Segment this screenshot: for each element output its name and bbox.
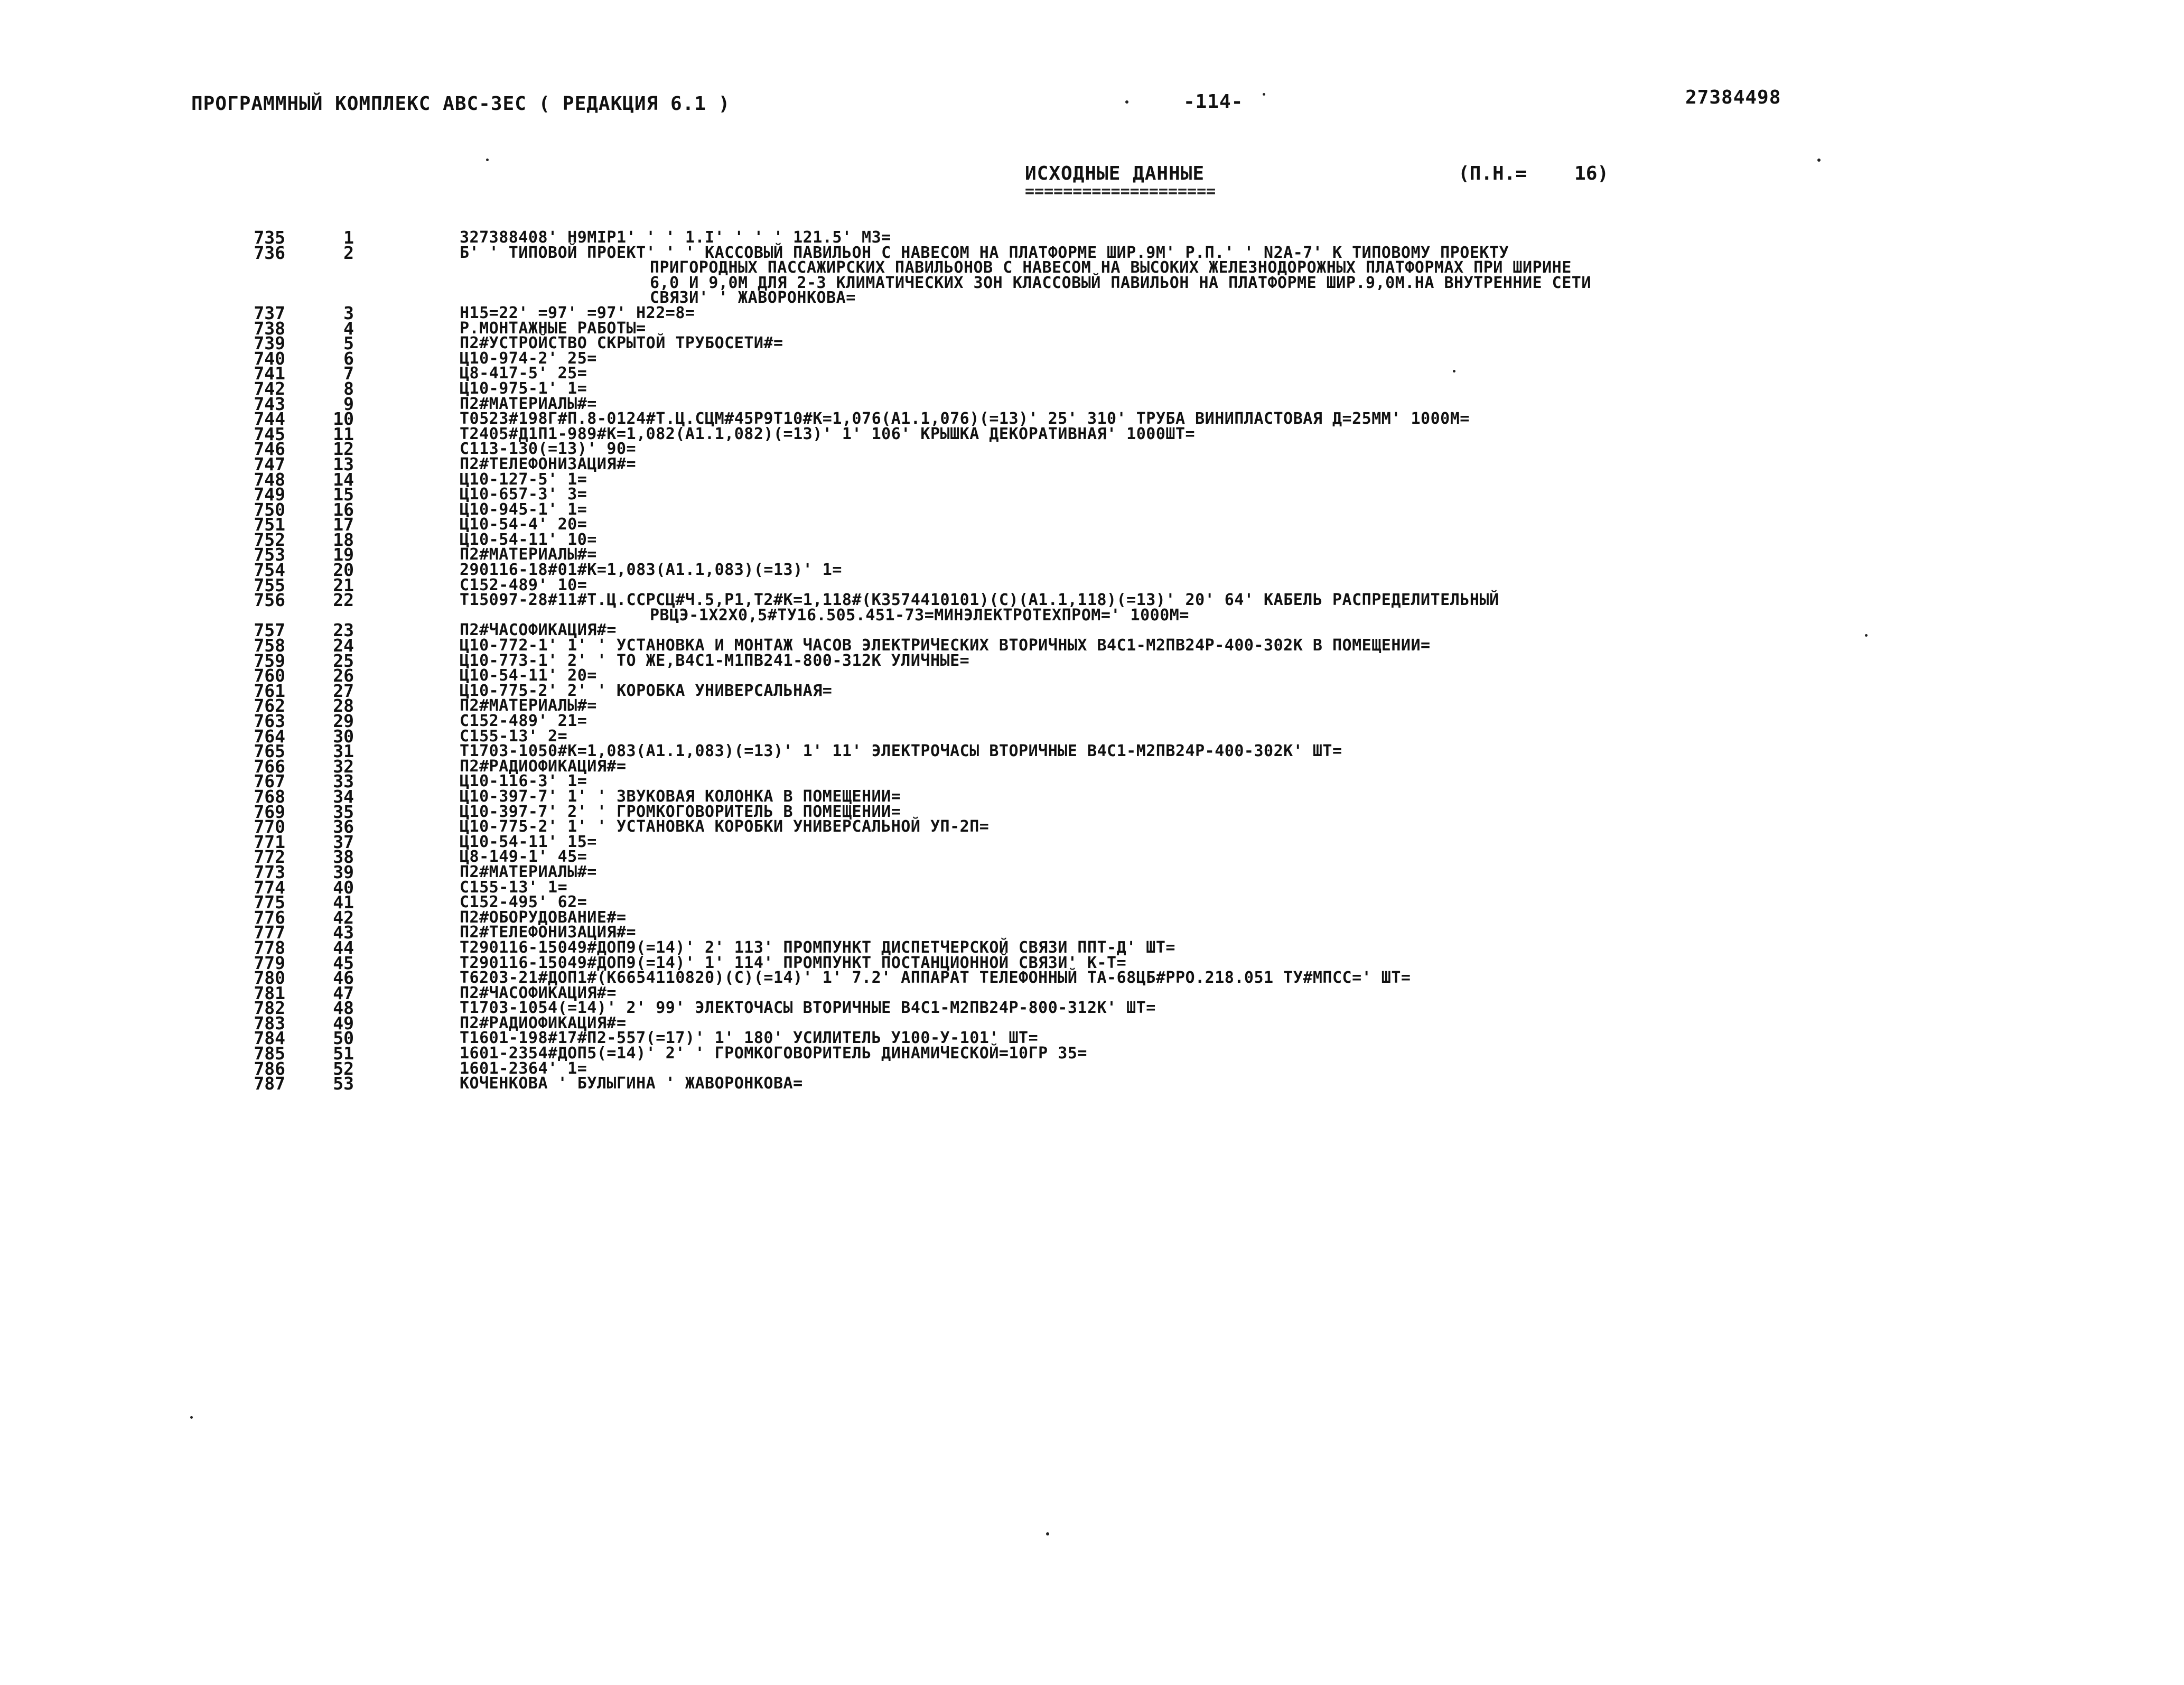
row-text: П2#ОБОРУДОВАНИЕ#= — [460, 908, 627, 927]
row-text: П2#УСТРОЙСТВО СКРЫТОЙ ТРУБОСЕТИ#= — [460, 334, 783, 353]
scan-speck — [486, 159, 489, 161]
row-sequence-number: 21 — [333, 574, 354, 595]
row-line-number: 780 — [254, 967, 285, 989]
row-sequence-number: 4 — [343, 318, 354, 339]
scan-speck — [1453, 370, 1455, 373]
row-line-number: 782 — [254, 998, 285, 1019]
row-line-number: 756 — [254, 590, 285, 611]
row-text: Ц10-775-2' 2' ' КОРОБКА УНИВЕРСАЛЬНАЯ= — [460, 681, 833, 700]
row-line-number: 766 — [254, 756, 285, 777]
row-text: П2#ТЕЛЕФОНИЗАЦИЯ#= — [460, 454, 637, 473]
row-line-number: 778 — [254, 937, 285, 958]
row-text: 290116-18#01#К=1,083(А1.1,083)(=13)' 1= — [460, 561, 842, 580]
row-text: П2#ЧАСОФИКАЦИЯ#= — [460, 621, 617, 640]
row-continuation: 6,0 И 9,0М ДЛЯ 2-3 КЛИМАТИЧЕСКИХ ЗОН КЛАССОВЫЙ ПАВИЛЬОН НА ПЛАТФОРМЕ ШИР.9,0М.НА ВНУТРЕННИЕ СЕТИ — [650, 273, 1591, 292]
row-text: Т6203-21#ДОП1#(К6654110820)(С)(=14)' 1' 7.2' АППАРАТ ТЕЛЕФОННЫЙ ТА-68ЦБ#РРО.218.051 ТУ#МПСС=' ШТ= — [460, 969, 1411, 988]
row-sequence-number: 48 — [333, 998, 354, 1019]
row-sequence-number: 52 — [333, 1058, 354, 1079]
row-text: Б' ' ТИПОВОЙ ПРОЕКТ' ' ' КАССОВЫЙ ПАВИЛЬОН С НАВЕСОМ НА ПЛАТФОРМЕ ШИР.9М' Р.П.' ' N2А-7' К ТИПОВОМУ ПРОЕКТУ — [460, 243, 1509, 262]
row-sequence-number: 14 — [333, 469, 354, 490]
row-continuation: СВЯЗИ' ' ЖАВОРОНКОВА= — [650, 288, 856, 308]
row-text: Т2405#Д1П1-989#К=1,082(А1.1,082)(=13)' 1' 106' КРЫШКА ДЕКОРАТИВНАЯ' 1000ШТ= — [460, 424, 1196, 443]
row-sequence-number: 8 — [343, 378, 354, 399]
row-text: П2#МАТЕРИАЛЫ#= — [460, 394, 597, 413]
row-line-number: 779 — [254, 952, 285, 973]
row-text: Т15097-28#11#Т.Ц.ССРСЦ#Ч.5,Р1,Т2#К=1,118#(К3574410101)(С)(А1.1,118)(=13)' 20' 64' КАБЕЛЬ РАСПРЕДЕЛИТЕЛЬНЫЙ — [460, 591, 1499, 610]
row-text: Ц10-54-4' 20= — [460, 515, 587, 534]
row-text: Т1601-198#17#П2-557(=17)' 1' 180' УСИЛИТЕЛЬ У100-У-101' ШТ= — [460, 1029, 1039, 1048]
row-text: Ц10-127-5' 1= — [460, 470, 587, 489]
row-text: Т290116-15049#ДОП9(=14)' 2' 113' ПРОМПУНКТ ДИСПЕТЧЕРСКОЙ СВЯЗИ ППТ-Д' ШТ= — [460, 938, 1175, 957]
pn-label: (П.Н.= — [1458, 163, 1527, 184]
row-continuation: РВЦЭ-1Х2Х0,5#ТУ16.505.451-73=МИНЭЛЕКТРОТЕХПРОМ=' 1000М= — [650, 606, 1189, 625]
row-line-number: 753 — [254, 544, 285, 565]
row-text: Т0523#198Г#П.8-0124#Т.Ц.СЦМ#45Р9Т10#К=1,076(А1.1,076)(=13)' 25' 310' ТРУБА ВИНИПЛАСТОВАЯ Д=25ММ' 1000М= — [460, 409, 1470, 429]
row-sequence-number: 19 — [333, 544, 354, 565]
section-title-block — [1025, 163, 1216, 201]
row-sequence-number: 12 — [333, 439, 354, 460]
page-number: -114- — [1183, 91, 1244, 113]
row-text: С113-130(=13)' 90= — [460, 440, 637, 459]
row-text: П2#РАДИОФИКАЦИЯ#= — [460, 757, 627, 776]
section-title-underline: ==================== — [1025, 182, 1216, 201]
row-sequence-number: 18 — [333, 529, 354, 550]
row-line-number: 767 — [254, 771, 285, 792]
row-text: КОЧЕНКОВА ' БУЛЫГИНА ' ЖАВОРОНКОВА= — [460, 1074, 803, 1093]
row-text: П2#РАДИОФИКАЦИЯ#= — [460, 1013, 627, 1032]
row-text: Ц10-54-11' 10= — [460, 530, 597, 549]
row-sequence-number: 22 — [333, 590, 354, 611]
row-sequence-number: 53 — [333, 1073, 354, 1094]
row-line-number: 747 — [254, 453, 285, 474]
row-line-number: 773 — [254, 861, 285, 882]
row-line-number: 759 — [254, 650, 285, 671]
listing-row — [227, 242, 2129, 263]
row-text: Ц10-657-3' 3= — [460, 485, 587, 504]
row-sequence-number: 50 — [333, 1028, 354, 1049]
row-text: Ц10-397-7' 1' ' ЗВУКОВАЯ КОЛОНКА В ПОМЕЩЕНИИ= — [460, 787, 901, 806]
row-sequence-number: 5 — [343, 333, 354, 354]
row-text: С155-13' 1= — [460, 878, 568, 897]
row-line-number: 771 — [254, 831, 285, 852]
row-line-number: 758 — [254, 635, 285, 656]
scan-speck — [1046, 1532, 1049, 1535]
row-sequence-number: 40 — [333, 877, 354, 898]
listing-row — [227, 590, 2129, 611]
scan-speck — [1817, 159, 1821, 162]
row-text: Ц8-149-1' 45= — [460, 848, 587, 867]
row-text: Ц10-116-3' 1= — [460, 772, 587, 791]
row-line-number: 764 — [254, 725, 285, 747]
row-text: Ц10-974-2' 25= — [460, 349, 597, 368]
row-sequence-number: 31 — [333, 741, 354, 762]
row-line-number: 737 — [254, 302, 285, 323]
row-line-number: 769 — [254, 801, 285, 822]
row-sequence-number: 51 — [333, 1043, 354, 1064]
row-sequence-number: 10 — [333, 408, 354, 430]
row-sequence-number: 46 — [333, 967, 354, 989]
row-line-number: 760 — [254, 665, 285, 686]
row-line-number: 754 — [254, 560, 285, 581]
row-sequence-number: 27 — [333, 680, 354, 701]
row-text: П2#МАТЕРИАЛЫ#= — [460, 545, 597, 564]
row-text: Ц10-772-1' 1' ' УСТАНОВКА И МОНТАЖ ЧАСОВ ЭЛЕКТРИЧЕСКИХ ВТОРИЧНЫХ В4С1-М2ПВ24Р-400-302К В ПОМЕЩЕНИИ= — [460, 636, 1431, 655]
row-text: Т1703-1050#К=1,083(А1.1,083)(=13)' 1' 11' ЭЛЕКТРОЧАСЫ ВТОРИЧНЫЕ В4С1-М2ПВ24Р-400-302К' ШТ= — [460, 742, 1342, 761]
row-text: Н15=22' =97' =97' Н22=8= — [460, 303, 695, 322]
row-line-number: 781 — [254, 982, 285, 1003]
row-text: П2#МАТЕРИАЛЫ#= — [460, 862, 597, 881]
row-text: П2#МАТЕРИАЛЫ#= — [460, 696, 597, 715]
row-line-number: 768 — [254, 786, 285, 807]
scan-speck — [1125, 100, 1128, 104]
row-text: Р.МОНТАЖНЫЕ РАБОТЫ= — [460, 319, 646, 338]
row-sequence-number: 30 — [333, 725, 354, 747]
scan-speck — [190, 1416, 193, 1419]
row-line-number: 752 — [254, 529, 285, 550]
row-line-number: 735 — [254, 227, 285, 248]
row-text: П2#ТЕЛЕФОНИЗАЦИЯ#= — [460, 923, 637, 942]
row-line-number: 783 — [254, 1012, 285, 1034]
pn-value: 16) — [1574, 163, 1609, 184]
row-sequence-number: 41 — [333, 892, 354, 913]
row-sequence-number: 20 — [333, 560, 354, 581]
row-sequence-number: 32 — [333, 756, 354, 777]
row-text: С152-489' 10= — [460, 575, 587, 594]
row-line-number: 763 — [254, 711, 285, 731]
row-line-number: 755 — [254, 574, 285, 595]
row-sequence-number: 34 — [333, 786, 354, 807]
row-sequence-number: 37 — [333, 831, 354, 852]
row-line-number: 787 — [254, 1073, 285, 1094]
row-sequence-number: 25 — [333, 650, 354, 671]
row-sequence-number: 7 — [343, 363, 354, 384]
row-continuation: ПРИГОРОДНЫХ ПАССАЖИРСКИХ ПАВИЛЬОНОВ С НАВЕСОМ НА ВЫСОКИХ ЖЕЛЕЗНОДОРОЖНЫХ ПЛАТФОРМАХ ПРИ ШИРИНЕ — [650, 258, 1572, 277]
row-line-number: 748 — [254, 469, 285, 490]
row-line-number: 745 — [254, 423, 285, 444]
row-line-number: 776 — [254, 907, 285, 928]
row-line-number: 784 — [254, 1028, 285, 1049]
row-line-number: 762 — [254, 695, 285, 716]
row-line-number: 736 — [254, 242, 285, 263]
row-sequence-number: 11 — [333, 423, 354, 444]
pn-indicator — [1458, 163, 1609, 184]
row-text: П2#ЧАСОФИКАЦИЯ#= — [460, 983, 617, 1002]
row-sequence-number: 17 — [333, 514, 354, 535]
row-text: Ц10-945-1' 1= — [460, 500, 587, 519]
row-text: 1601-2354#ДОП5(=14)' 2' ' ГРОМКОГОВОРИТЕЛЬ ДИНАМИЧЕСКОЙ=10ГР 35= — [460, 1044, 1087, 1063]
row-sequence-number: 28 — [333, 695, 354, 716]
scan-speck — [1263, 93, 1265, 96]
listing-row — [227, 1073, 2129, 1094]
row-sequence-number: 6 — [343, 348, 354, 369]
row-sequence-number: 49 — [333, 1012, 354, 1034]
row-text: 327388408' Н9МIР1' ' ' 1.I' ' ' ' 121.5' М3= — [460, 228, 891, 247]
row-text: Ц10-975-1' 1= — [460, 379, 587, 398]
row-sequence-number: 23 — [333, 620, 354, 641]
row-line-number: 743 — [254, 393, 285, 414]
row-sequence-number: 13 — [333, 453, 354, 474]
row-line-number: 757 — [254, 620, 285, 641]
row-text: Ц10-773-1' 2' ' ТО ЖЕ,В4С1-М1ПВ241-800-312К УЛИЧНЫЕ= — [460, 651, 970, 670]
row-sequence-number: 2 — [343, 242, 354, 263]
row-sequence-number: 26 — [333, 665, 354, 686]
row-sequence-number: 3 — [343, 302, 354, 323]
row-line-number: 770 — [254, 816, 285, 837]
row-text: С155-13' 2= — [460, 727, 568, 746]
row-line-number: 744 — [254, 408, 285, 430]
row-sequence-number: 1 — [343, 227, 354, 248]
row-line-number: 785 — [254, 1043, 285, 1064]
row-line-number: 739 — [254, 333, 285, 354]
row-sequence-number: 47 — [333, 982, 354, 1003]
row-sequence-number: 45 — [333, 952, 354, 973]
row-sequence-number: 43 — [333, 922, 354, 943]
section-title: ИСХОДНЫЕ ДАННЫЕ — [1025, 163, 1205, 184]
row-sequence-number: 36 — [333, 816, 354, 837]
data-listing — [227, 227, 2129, 1094]
row-sequence-number: 15 — [333, 484, 354, 505]
row-text: Ц10-775-2' 1' ' УСТАНОВКА КОРОБКИ УНИВЕРСАЛЬНОЙ УП-2П= — [460, 817, 990, 836]
row-line-number: 741 — [254, 363, 285, 384]
scan-speck — [1865, 634, 1868, 637]
row-text: С152-489' 21= — [460, 712, 587, 730]
row-text: Т1703-1054(=14)' 2' 99' ЭЛЕКТОЧАСЫ ВТОРИЧНЫЕ В4С1-М2ПВ24Р-800-312К' ШТ= — [460, 999, 1156, 1018]
row-line-number: 761 — [254, 680, 285, 701]
row-line-number: 774 — [254, 877, 285, 898]
row-sequence-number: 44 — [333, 937, 354, 958]
row-sequence-number: 9 — [343, 393, 354, 414]
row-text: С152-495' 62= — [460, 893, 587, 912]
row-sequence-number: 42 — [333, 907, 354, 928]
row-line-number: 750 — [254, 499, 285, 520]
row-sequence-number: 16 — [333, 499, 354, 520]
row-line-number: 772 — [254, 846, 285, 868]
row-line-number: 777 — [254, 922, 285, 943]
row-line-number: 746 — [254, 439, 285, 460]
row-text: Ц10-397-7' 2' ' ГРОМКОГОВОРИТЕЛЬ В ПОМЕЩЕНИИ= — [460, 802, 901, 821]
row-line-number: 765 — [254, 741, 285, 762]
row-sequence-number: 29 — [333, 711, 354, 731]
row-sequence-number: 38 — [333, 846, 354, 868]
row-line-number: 751 — [254, 514, 285, 535]
row-text: Ц8-417-5' 25= — [460, 364, 587, 383]
row-text: Т290116-15049#ДОП9(=14)' 1' 114' ПРОМПУНКТ ПОСТАНЦИОННОЙ СВЯЗИ' К-Т= — [460, 953, 1127, 972]
row-line-number: 738 — [254, 318, 285, 339]
row-line-number: 786 — [254, 1058, 285, 1079]
row-text: Ц10-54-11' 20= — [460, 666, 597, 685]
program-header: ПРОГРАММНЫЙ КОМПЛЕКС АВС-3ЕС ( РЕДАКЦИЯ 6.1 ) — [191, 93, 731, 115]
row-line-number: 749 — [254, 484, 285, 505]
row-sequence-number: 35 — [333, 801, 354, 822]
row-text: Ц10-54-11' 15= — [460, 832, 597, 851]
row-line-number: 775 — [254, 892, 285, 913]
row-sequence-number: 33 — [333, 771, 354, 792]
row-sequence-number: 39 — [333, 861, 354, 882]
row-line-number: 742 — [254, 378, 285, 399]
document-code: 27384498 — [1685, 87, 1781, 108]
row-line-number: 740 — [254, 348, 285, 369]
row-sequence-number: 24 — [333, 635, 354, 656]
row-text: 1601-2364' 1= — [460, 1059, 587, 1078]
